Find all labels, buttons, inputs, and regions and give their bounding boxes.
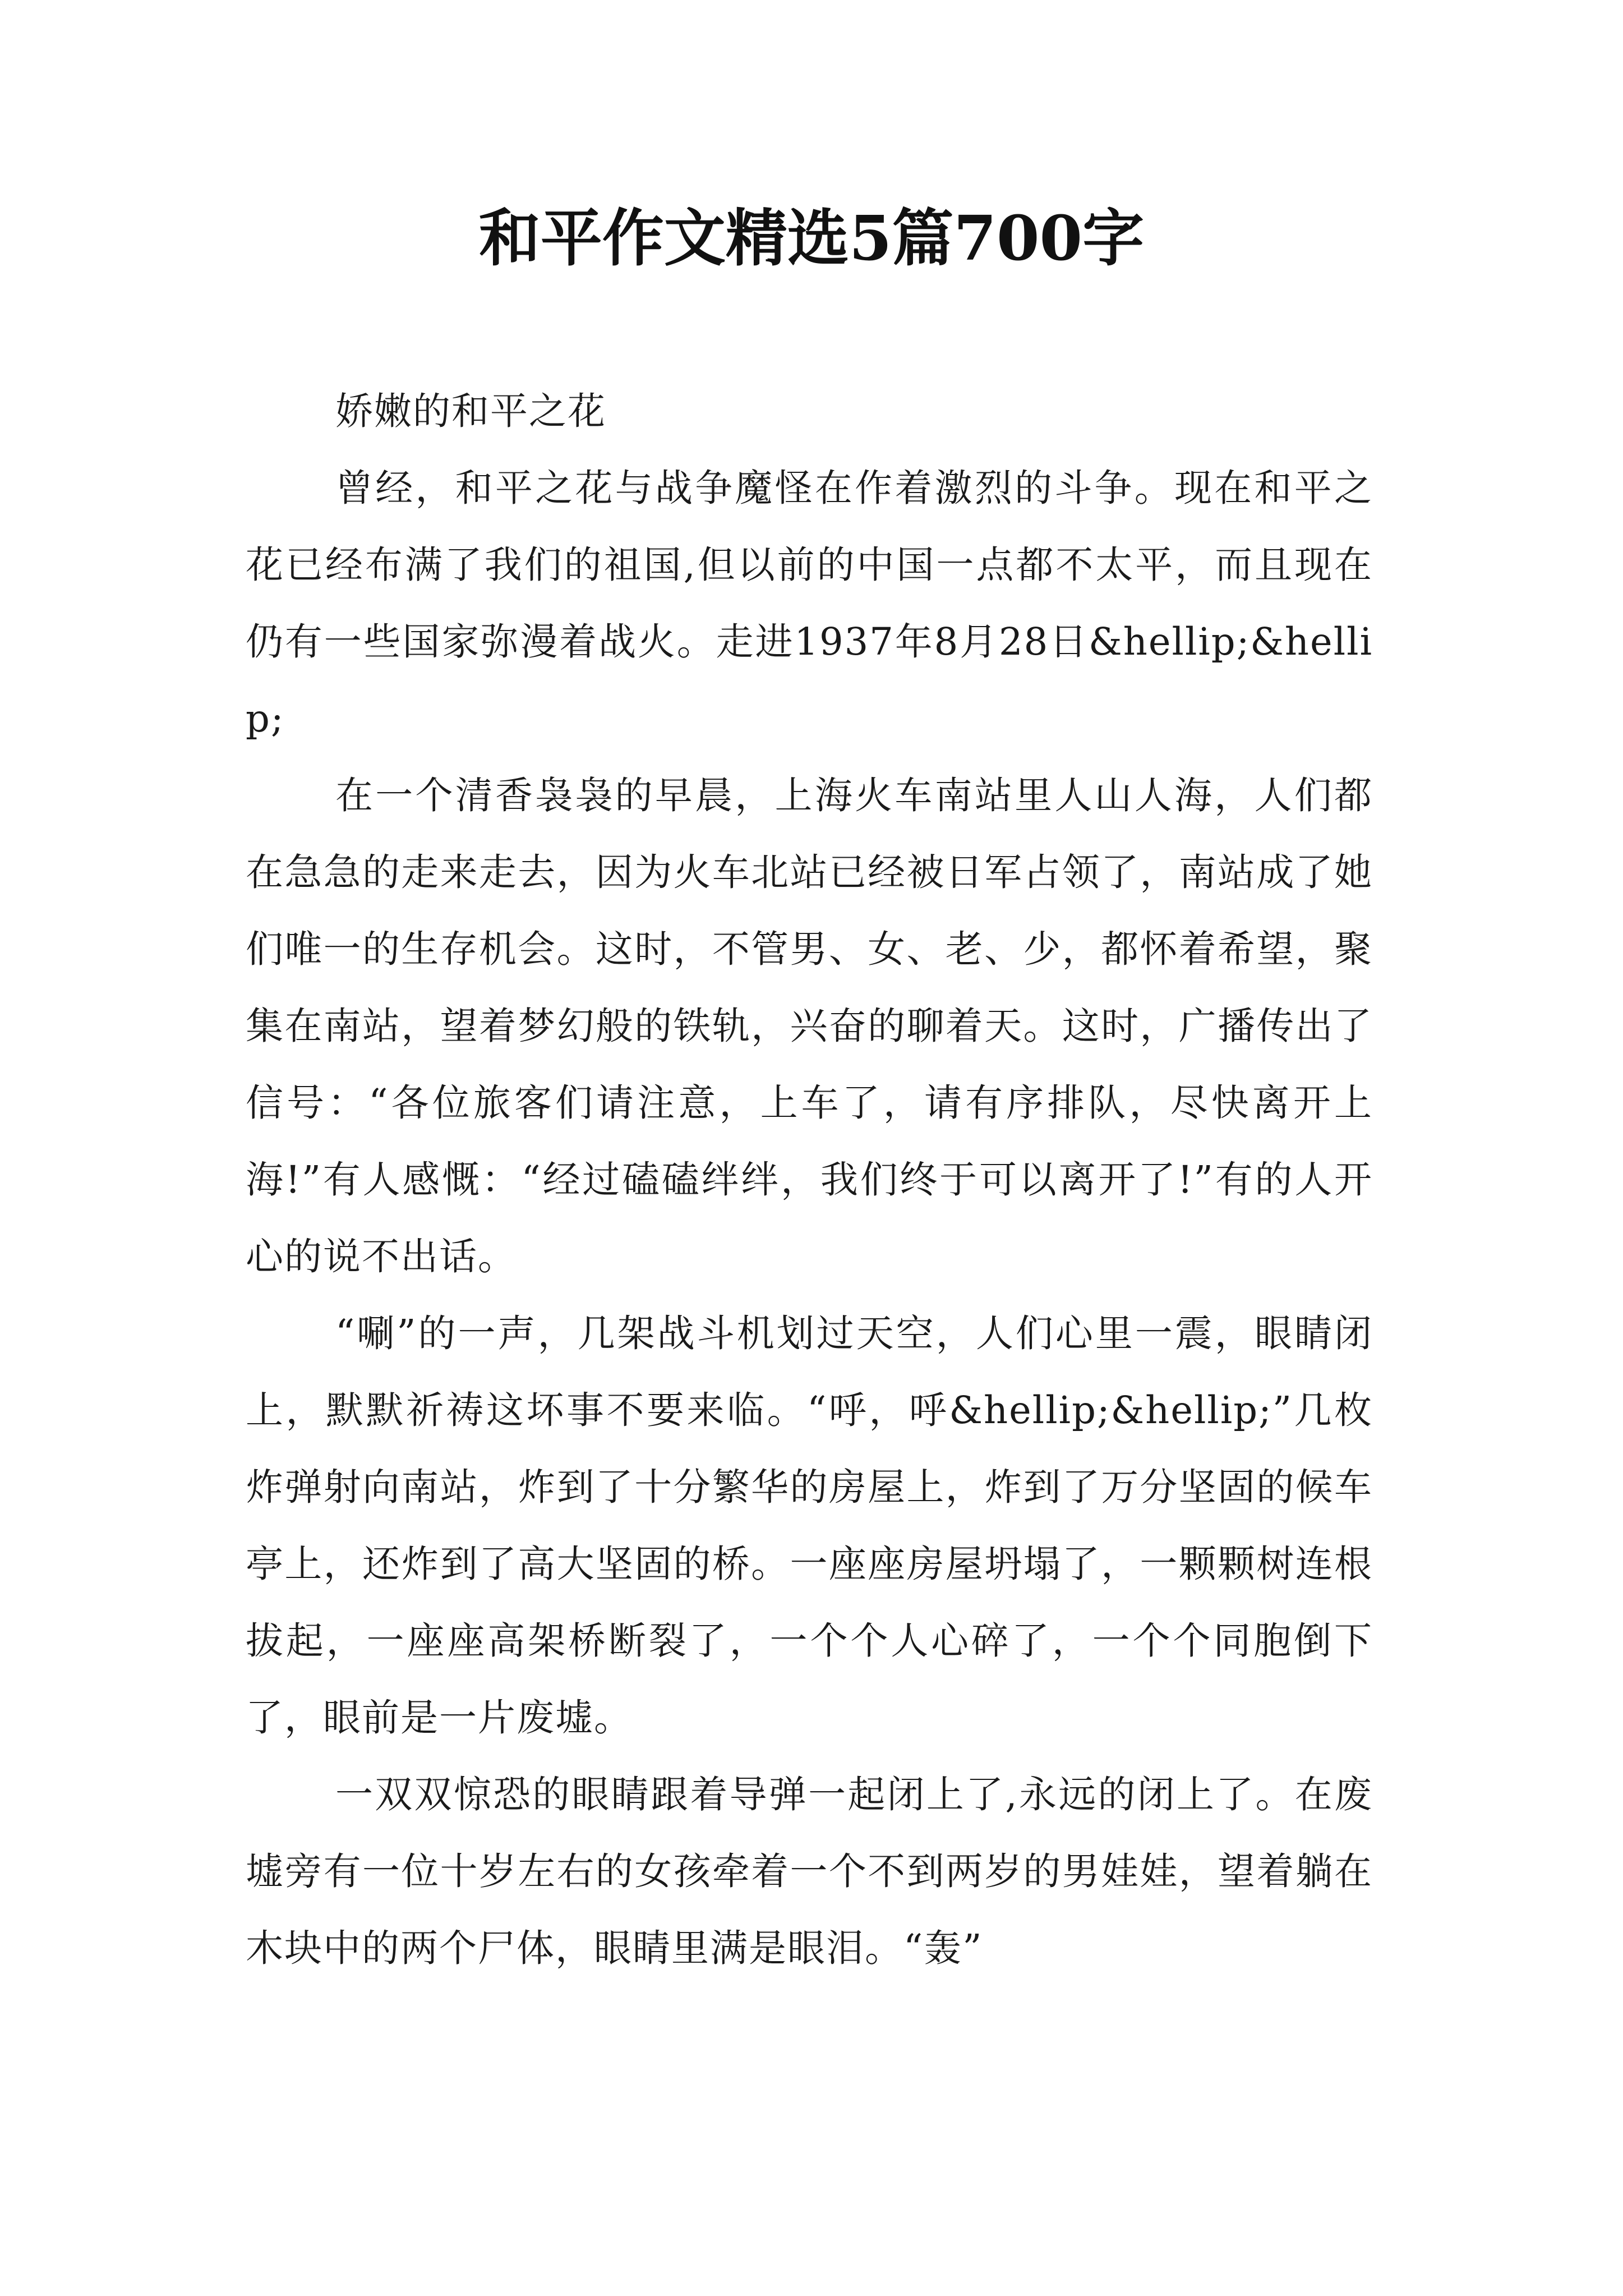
paragraph: 在一个清香袅袅的早晨，上海火车南站里人山人海，人们都在急急的走来走去，因为火车北站已经被日军占领了，南站成了她们唯一的生存机会。这时，不管男、女、老、少，都怀着希望，聚集在南站，望着梦幻般的铁轨，兴奋的聊着天。这时，广播传出了信号：“各位旅客们请注意，上车了，请有序排队，尽快离开上海!”有人感慨：“经过磕磕绊绊，我们终于可以离开了!”有的人开心的说不出话。 xyxy=(246,774,1373,1278)
document-title: 和平作文精选5篇700字 xyxy=(478,202,1145,274)
paragraph: “唰”的一声，几架战斗机划过天空，人们心里一震，眼睛闭上，默默祈祷这坏事不要来临。“呼，呼&hellip;&hellip;”几枚炸弹射向南站，炸到了十分繁华的房屋上，炸到了万分坚固的候车亭上，还炸到了高大坚固的桥。一座座房屋坍塌了，一颗颗树连根拔起，一座座高架桥断裂了，一个个人心碎了，一个个同胞倒下了，眼前是一片废墟。 xyxy=(246,1312,1373,1740)
paragraph-subtitle: 娇嫩的和平之花 xyxy=(335,389,606,433)
document-body xyxy=(246,373,1373,1987)
paragraph: 曾经，和平之花与战争魔怪在作着激烈的斗争。现在和平之花已经布满了我们的祖国,但以前的中国一点都不太平，而且现在仍有一些国家弥漫着战火。走进1937年8月28日&hellip;&hellip; xyxy=(246,466,1373,740)
paragraph: 一双双惊恐的眼睛跟着导弹一起闭上了,永远的闭上了。在废墟旁有一位十岁左右的女孩牵着一个不到两岁的男娃娃，望着躺在木块中的两个尸体，眼睛里满是眼泪。“轰” xyxy=(246,1773,1373,1970)
